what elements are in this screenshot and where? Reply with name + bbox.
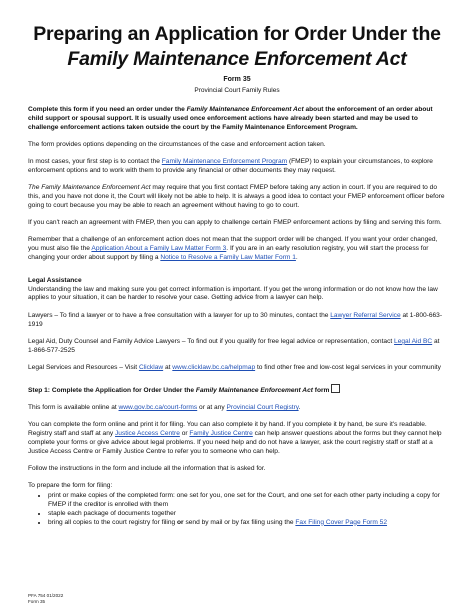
require-paragraph: The Family Maintenance Enforcement Act may require that you first contact FMEP before taking any action in court. If you are required to do this, and you have not done it, the Court will likely not be able to help. It is always a good idea to contact your FMEP enforcement officer before going to court because you may be able to reach an agreement without having to go to court. bbox=[28, 184, 445, 209]
page-footer bbox=[28, 593, 63, 604]
list-item: • bring all copies to the court registry for filing or send by mail or by fax filing using the Fax Filing Cover Page Form 52 bbox=[48, 519, 446, 528]
helpmap-link[interactable]: www.clicklaw.bc.ca/helpmap bbox=[172, 363, 256, 371]
intro-paragraph: Complete this form if you need an order under the Family Maintenance Enforcement Act about the enforcement of an order about child support or spousal support. It is usually used once enforcement actions have already been started and may be used to challenge enforcement actions taken outside the court by the Family Maintenance Enforcement Program. bbox=[28, 106, 433, 131]
options-paragraph: The form provides options depending on the circumstances of the case and enforcement action taken. bbox=[28, 140, 326, 148]
prepare-list bbox=[28, 492, 446, 527]
first-step-paragraph: In most cases, your first step is to contact the Family Maintenance Enforcement Program (FMEP) to explain your circumstances, to explore enforcement options and to work with them to provide any financial or other documents they may request. bbox=[28, 158, 433, 174]
form-code: PFA 754 01/2022 bbox=[28, 593, 64, 598]
court-registry-link[interactable]: Provincial Court Registry bbox=[226, 404, 299, 412]
legal-aid-paragraph: Legal Aid, Duty Counsel and Family Advice Lawyers – To find out if you qualify for free legal advice or representation, contact Legal Aid BC at 1-866-577-2525 bbox=[28, 337, 440, 354]
resources-paragraph: Legal Services and Resources – Visit Clicklaw at www.clicklaw.bc.ca/helpmap to find other free and low-cost legal services in your community bbox=[28, 363, 441, 371]
footer-form-number: Form 35 bbox=[28, 598, 46, 604]
legal-aid-link[interactable]: Legal Aid BC bbox=[394, 337, 433, 345]
form-number: Form 35 bbox=[223, 76, 251, 83]
fax-filing-link[interactable]: Fax Filing Cover Page Form 52 bbox=[295, 518, 388, 526]
rules-subtitle: Provincial Court Family Rules bbox=[194, 87, 280, 94]
list-item: • staple each package of documents together bbox=[48, 510, 446, 519]
form-3-link[interactable]: Application About a Family Law Matter Form 3 bbox=[91, 245, 227, 253]
lawyer-referral-link[interactable]: Lawyer Referral Service bbox=[330, 311, 401, 319]
justice-access-centre-link[interactable]: Justice Access Centre bbox=[115, 430, 180, 438]
court-forms-link[interactable]: www.gov.bc.ca/court-forms bbox=[118, 404, 198, 412]
step-1-heading: Step 1: Complete the Application for Order Under the Family Maintenance Enforcement Act form bbox=[28, 384, 446, 396]
legal-assistance-heading: Legal Assistance bbox=[28, 276, 82, 284]
list-item: • print or make copies of the completed form: one set for you, one set for the Court, and one set for each other party including a copy for FMEP if the creditor is enrolled with them bbox=[48, 492, 446, 510]
remember-paragraph: Remember that a challenge of an enforcement action does not mean that the support order will be changed. If you want your order changed, you must also file the Application About a Family Law Matter Form 3. If you are in an early resolution registry, you will start the process for changing your order about support by filing a Notice to Resolve a Family Law Matter Form 1. bbox=[28, 236, 438, 262]
available-paragraph: This form is available online at www.gov.bc.ca/court-forms or at any Provincial Court Registry. bbox=[28, 404, 301, 412]
title-line-2: Family Maintenance Enforcement Act bbox=[67, 48, 407, 70]
follow-paragraph: Follow the instructions in the form and include all the information that is asked for. bbox=[28, 465, 266, 473]
prepare-lead: To prepare the form for filing: bbox=[28, 482, 113, 490]
cant-reach-paragraph: If you can't reach an agreement with FMEP, then you can apply to challenge certain FMEP enforcement actions by filing and serving this form. bbox=[28, 219, 442, 227]
step-1-checkbox[interactable] bbox=[331, 384, 340, 393]
fmep-link[interactable]: Family Maintenance Enforcement Program bbox=[161, 158, 288, 166]
lawyers-paragraph: Lawyers – To find a lawyer or to have a free consultation with a lawyer for up to 30 minutes, contact the Lawyer Referral Service at 1-800-663-1919 bbox=[28, 311, 443, 328]
clicklaw-link[interactable]: Clicklaw bbox=[138, 363, 164, 371]
family-justice-centre-link[interactable]: Family Justice Centre bbox=[189, 430, 253, 438]
complete-paragraph: You can complete the form online and print it for filing. You can also complete it by hand. If you complete it by hand, be sure it's readable. Registry staff and staff at any Justice Access Centre or Family Justice Centre can help answer questions about the forms but they cannot help complete your forms or give advice about legal problems. If you need help and do not have a lawyer, ask the court registry staff or staff at a Justice Access Centre or Family Justice Centre to refer you to someone who can help. bbox=[28, 421, 442, 455]
legal-assistance-text: Understanding the law and making sure you get correct information is important. If you get the wrong information or do not know how the law applies to your situation, it can be harder to resolve your case. Getting advice from a lawyer can help. bbox=[28, 285, 438, 302]
form-1-link[interactable]: Notice to Resolve a Family Law Matter Form 1 bbox=[160, 254, 296, 262]
title-line-1: Preparing an Application for Order Under the bbox=[33, 23, 441, 45]
page-title bbox=[28, 22, 446, 72]
